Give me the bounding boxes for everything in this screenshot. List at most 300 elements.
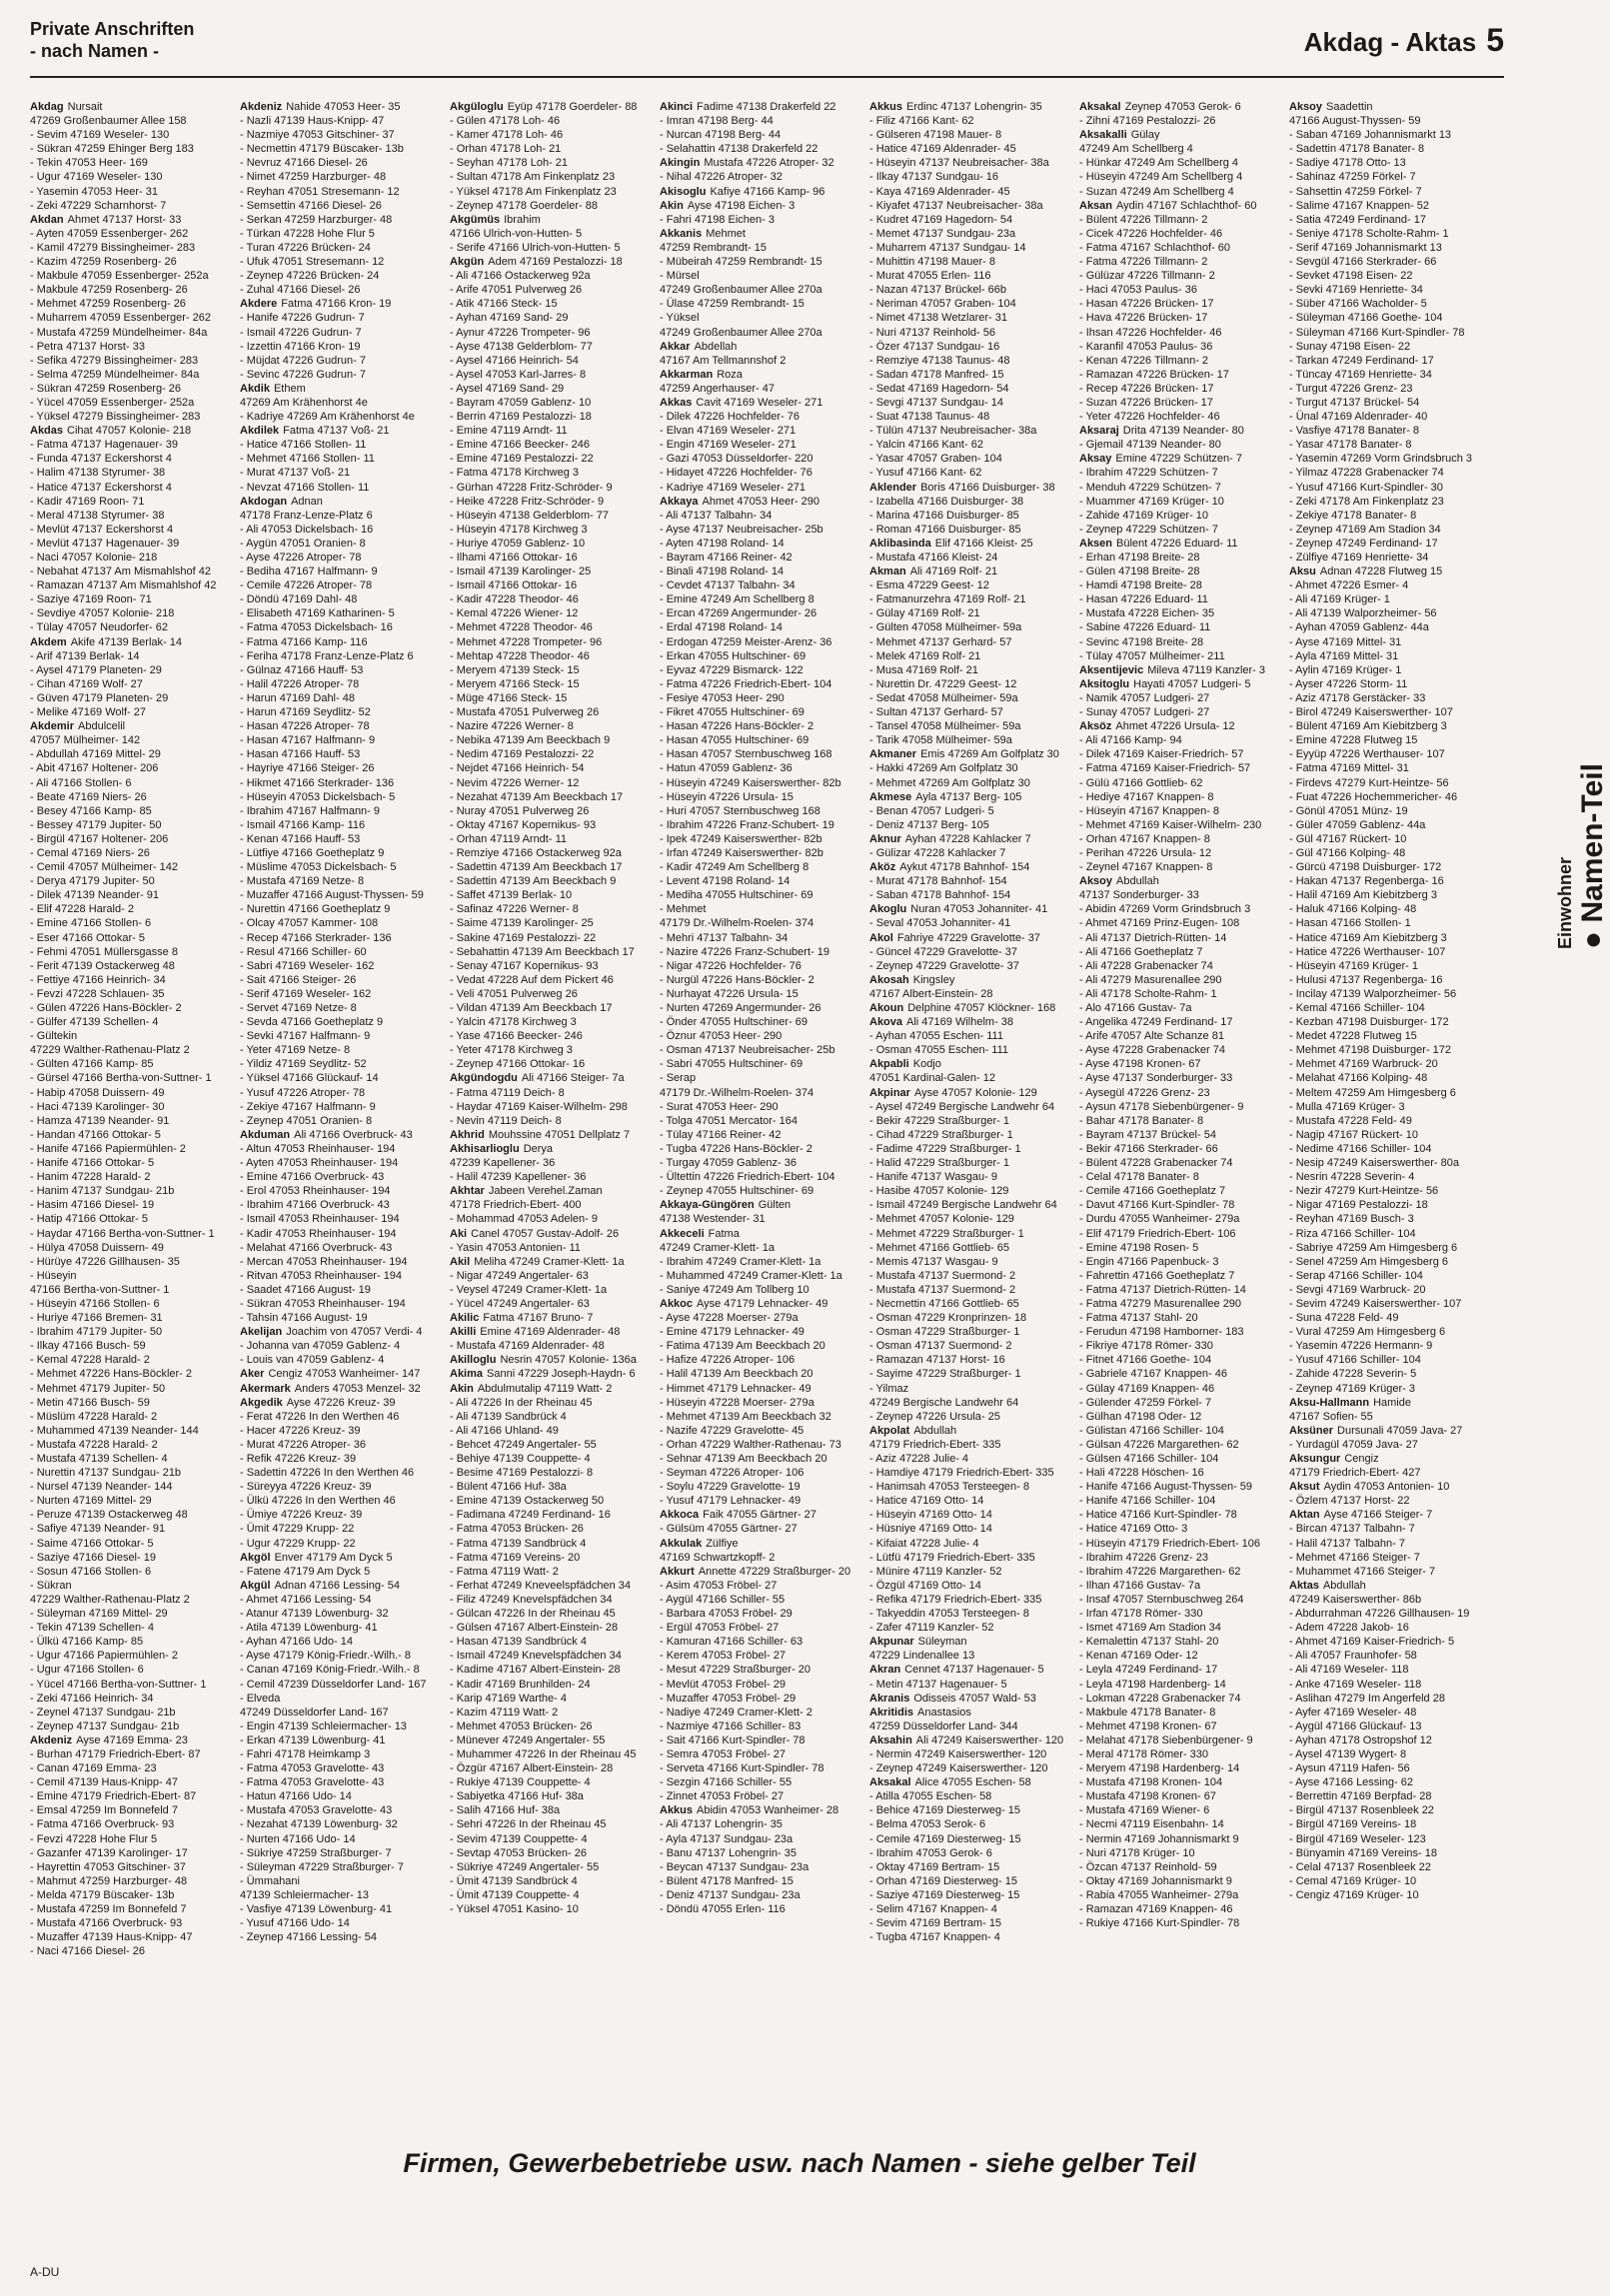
listing-entry: [1289, 804, 1489, 818]
listing-entry: [240, 1930, 440, 1944]
entry-text: - Mustafa 47198 Kronen- 67: [1079, 1790, 1216, 1803]
listing-entry: [1079, 227, 1279, 241]
entry-text: - Senay 47167 Kopernikus- 93: [450, 959, 599, 972]
surname: Aktan: [1289, 1509, 1320, 1522]
entry-text: - Cemile 47226 Atroper- 78: [240, 579, 373, 592]
entry-text: - Kamer 47178 Loh- 46: [450, 129, 564, 142]
listing-entry: [1289, 1832, 1489, 1846]
entry-text: Dursunali 47059 Java- 27: [1337, 1424, 1463, 1437]
entry-text: - Hanim 47137 Sundgau- 21b: [30, 1185, 175, 1198]
entry-text: - Hasan 47226 Hans-Böckler- 2: [660, 720, 814, 733]
listing-entry: [30, 916, 230, 930]
entry-text: - Fahri 47198 Eichen- 3: [660, 213, 775, 226]
entry-text: - Birgül 47169 Vereins- 18: [1289, 1818, 1417, 1831]
listing-entry: [240, 1775, 440, 1789]
entry-text: - Sevinc 47226 Gudrun- 7: [240, 368, 366, 381]
listing-entry: [1289, 860, 1489, 874]
listing-entry: [1289, 1621, 1489, 1635]
entry-text: - Nebika 47139 Am Beeckbach 9: [450, 734, 611, 747]
listing-entry: [30, 1255, 230, 1269]
listing-entry: [240, 1508, 440, 1522]
section-title-line2: - nach Namen -: [30, 41, 160, 61]
entry-text: - Hanife 47166 August-Thyssen- 59: [1079, 1481, 1253, 1494]
entry-text: - Sadan 47178 Manfred- 15: [869, 368, 1004, 381]
entry-text: - Abit 47167 Holtener- 206: [30, 762, 159, 775]
listing-entry: [240, 620, 440, 634]
listing-entry: [660, 1775, 859, 1789]
entry-text: 47229 Walther-Rathenau-Platz 2: [30, 1593, 190, 1606]
listing-entry: [1289, 1198, 1489, 1212]
entry-text: - Kezban 47198 Duisburger- 172: [1289, 1016, 1449, 1029]
entry-text: Emine 47169 Aldenrader- 48: [480, 1326, 621, 1339]
entry-text: - Sevgi 47169 Warbruck- 20: [1289, 1283, 1426, 1296]
listing-entry: [30, 1832, 230, 1846]
entry-text: - Erol 47053 Rheinhauser- 194: [240, 1185, 391, 1198]
entry-text: - Lokman 47228 Grabenacker 74: [1079, 1692, 1241, 1705]
listing-entry: [450, 1817, 650, 1831]
entry-text: - Sultan 47137 Gerhard- 57: [869, 706, 1003, 719]
listing-entry: [869, 846, 1069, 860]
listing-entry: [1289, 1311, 1489, 1325]
entry-text: - Hasan 47166 Stollen- 1: [1289, 917, 1411, 930]
entry-text: - Fatma 47226 Tillmann- 2: [1079, 256, 1208, 269]
listing-entry: [240, 733, 440, 747]
listing-entry: [660, 663, 859, 677]
entry-text: - Ayse 47228 Moerser- 279a: [660, 1312, 799, 1325]
entry-text: - Aygün 47051 Oranien- 8: [240, 537, 366, 550]
listing-entry: [1289, 1607, 1489, 1621]
listing-column: [1289, 100, 1489, 2128]
entry-text: - Belma 47053 Serok- 6: [869, 1818, 986, 1831]
entry-text: 47057 Mülheimer- 142: [30, 734, 141, 747]
listing-entry: [869, 1579, 1069, 1593]
listing-entry: [1079, 1747, 1279, 1761]
listing-entry: [30, 1775, 230, 1789]
entry-text: - Nebahat 47137 Am Mismahlshof 42: [30, 566, 211, 578]
entry-text: - Levent 47198 Roland- 14: [660, 875, 791, 888]
listing-entry: [450, 128, 650, 142]
entry-text: - Gülsen 47166 Schiller- 104: [1079, 1453, 1219, 1465]
entry-text: - Engin 47166 Papenbuck- 3: [1079, 1255, 1219, 1268]
entry-text: - Fehmi 47051 Müllersgasse 8: [30, 945, 178, 958]
listing-entry: [450, 1198, 650, 1212]
entry-text: - Bülent 47228 Grabenacker 74: [1079, 1157, 1233, 1170]
entry-text: - Nezahat 47139 Am Beeckbach 17: [450, 790, 624, 803]
listing-entry: [450, 1438, 650, 1452]
listing-entry: [660, 916, 859, 930]
entry-text: - Funda 47137 Eckershorst 4: [30, 453, 172, 466]
entry-text: - Nurten 47269 Angermunder- 26: [660, 1002, 821, 1014]
listing-entry: [240, 1692, 440, 1706]
listing-entry: [869, 1198, 1069, 1212]
listing-entry: [30, 959, 230, 973]
listing-entry: [450, 1297, 650, 1311]
listing-entry: [869, 874, 1069, 888]
listing-entry: [240, 1128, 440, 1142]
listing-entry: [30, 1537, 230, 1551]
listing-entry: [869, 1692, 1069, 1706]
entry-text: - Sosun 47166 Stollen- 6: [30, 1565, 152, 1578]
surname: Aköz: [869, 861, 896, 874]
listing-entry: [1079, 1775, 1279, 1789]
surname: Aksaraj: [1079, 425, 1119, 438]
listing-entry: [660, 1508, 859, 1522]
listing-entry: [1079, 1029, 1279, 1043]
entry-text: - Nermin 47249 Kaiserswerther- 120: [869, 1747, 1047, 1760]
entry-text: - Sadettin 47178 Banater- 8: [1289, 143, 1425, 156]
entry-text: - Zeynel 47137 Sundgau- 21b: [30, 1706, 176, 1719]
entry-text: - Muzaffer 47053 Fröbel- 29: [660, 1692, 797, 1705]
entry-text: - Karip 47169 Warthe- 4: [450, 1692, 567, 1705]
surname: Aksay: [1079, 453, 1112, 466]
listing-entry: [1289, 1297, 1489, 1311]
listing-entry: [450, 1269, 650, 1283]
listing-entry: [240, 170, 440, 184]
entry-text: - Mehmet 47169 Kaiser-Wilhelm- 230: [1079, 818, 1262, 831]
listing-entry: [30, 311, 230, 325]
listing-entry: [660, 804, 859, 818]
entry-text: Ali 47166 Overbruck- 43: [294, 1128, 413, 1141]
entry-text: - Hüseyin 47166 Stollen- 6: [30, 1297, 160, 1310]
listing-entry: [240, 705, 440, 719]
listing-entry: [869, 1846, 1069, 1860]
entry-text: Zeynep 47053 Gerok- 6: [1124, 101, 1241, 113]
surname: Akosah: [869, 973, 909, 986]
entry-text: - Mehmet 47229 Straßburger- 1: [869, 1227, 1024, 1240]
listing-entry: [869, 1803, 1069, 1817]
listing-entry: [869, 438, 1069, 452]
listing-entry: [1079, 1142, 1279, 1156]
listing-entry: [240, 959, 440, 973]
listing-entry: [1289, 1071, 1489, 1085]
listing-entry: [240, 1156, 440, 1170]
entry-text: - Türkan 47228 Hohe Flur 5: [240, 227, 375, 240]
listing-entry: [660, 227, 859, 241]
listing-entry: [240, 1255, 440, 1269]
listing-entry: [240, 818, 440, 832]
listing-entry: [1289, 959, 1489, 973]
listing-entry: [1289, 592, 1489, 606]
entry-text: - Hatice 47169 Otto- 14: [869, 1495, 984, 1508]
listing-entry: [240, 1846, 440, 1860]
entry-text: - Handan 47166 Ottokar- 5: [30, 1128, 161, 1141]
entry-text: - Hediye 47167 Knappen- 8: [1079, 790, 1214, 803]
surname: Aksüner: [1289, 1424, 1334, 1437]
entry-text: - Aysun 47178 Siebenbürgener- 9: [1079, 1100, 1244, 1113]
entry-text: - Leyla 47198 Hardenberg- 14: [1079, 1678, 1226, 1691]
listing-entry: [869, 1325, 1069, 1339]
entry-text: - Hanife 47166 Schiller- 104: [1079, 1495, 1216, 1508]
entry-text: - Remziye 47166 Ostackerweg 92a: [450, 846, 622, 859]
entry-text: - Lütfiye 47166 Goetheplatz 9: [240, 846, 385, 859]
listing-entry: [1079, 804, 1279, 818]
listing-entry: [1289, 269, 1489, 283]
entry-text: - Filiz 47249 Knevelspfädchen 34: [450, 1593, 613, 1606]
entry-text: - Emsal 47259 Im Bonnefeld 7: [30, 1804, 178, 1817]
listing-entry: [660, 987, 859, 1001]
entry-text: - Tarik 47058 Mülheimer- 59a: [869, 734, 1012, 747]
entry-text: - Deniz 47137 Berg- 105: [869, 818, 989, 831]
listing-entry: [240, 846, 440, 860]
entry-text: - Dilek 47226 Hochfelder- 76: [660, 411, 801, 424]
entry-text: - Sabine 47226 Eduard- 11: [1079, 621, 1211, 634]
listing-entry: [240, 1678, 440, 1692]
listing-entry: [30, 818, 230, 832]
listing-entry: [660, 973, 859, 987]
entry-text: - Nurcan 47198 Berg- 44: [660, 129, 782, 142]
listing-entry: [869, 1156, 1069, 1170]
entry-text: - Elif 47228 Harald- 2: [30, 903, 134, 916]
entry-text: - Emine 47179 Lehnacker- 49: [660, 1326, 805, 1339]
listing-entry: [869, 931, 1069, 945]
entry-text: Abdulcelil: [78, 720, 126, 733]
listing-entry: [869, 1678, 1069, 1692]
listing-entry: [450, 1720, 650, 1733]
listing-entry: [660, 1325, 859, 1339]
surname: Akhisarlioglu: [450, 1142, 520, 1155]
entry-text: - Peruze 47139 Ostackerweg 48: [30, 1509, 188, 1522]
listing-entry: [1079, 1480, 1279, 1494]
listing-entry: [1079, 368, 1279, 382]
surname: Akdere: [240, 298, 278, 311]
listing-entry: [869, 733, 1069, 747]
entry-text: - Emine 47249 Am Schellberg 8: [660, 593, 814, 606]
listing-entry: [1079, 185, 1279, 199]
entry-text: - Sabri 47055 Hultschiner- 69: [660, 1058, 804, 1071]
listing-entry: [869, 396, 1069, 410]
surname: Akran: [869, 1664, 901, 1677]
listing-entry: [450, 1071, 650, 1085]
listing-entry: [660, 832, 859, 846]
entry-text: Ibrahim: [504, 213, 541, 226]
entry-text: Abdellah: [694, 340, 738, 353]
listing-entry: [240, 1565, 440, 1579]
listing-entry: [869, 1635, 1069, 1649]
entry-text: - Haydar 47166 Bertha-von-Suttner- 1: [30, 1227, 215, 1240]
listing-entry: [869, 776, 1069, 790]
entry-text: - Nimet 47138 Wetzlarer- 31: [869, 312, 1007, 325]
listing-entry: [240, 156, 440, 170]
listing-entry: [30, 1029, 230, 1043]
entry-text: Joachim von 47057 Verdi- 4: [286, 1326, 423, 1339]
listing-entry: [30, 1283, 230, 1297]
surname: Aki: [450, 1227, 468, 1240]
listing-entry: [660, 1100, 859, 1114]
listing-entry: [1289, 354, 1489, 368]
listing-entry: [240, 916, 440, 930]
listing-entry: [1079, 1311, 1279, 1325]
listing-entry: [1289, 691, 1489, 705]
listing-entry: [869, 578, 1069, 592]
surname: Akmese: [869, 790, 912, 803]
listing-entry: [869, 1607, 1069, 1621]
entry-text: - Altun 47053 Rheinhauser- 194: [240, 1142, 396, 1155]
entry-text: - Yeter 47178 Kirchweg 3: [450, 1044, 573, 1057]
entry-text: - Tülün 47137 Neubreisacher- 38a: [869, 425, 1037, 438]
entry-text: - Kadriye 47169 Weseler- 271: [660, 481, 805, 494]
entry-text: - Zeki 47229 Scharnhorst- 7: [30, 199, 167, 212]
listing-entry: [450, 1100, 650, 1114]
listing-entry: [30, 874, 230, 888]
listing-entry: [660, 114, 859, 128]
entry-text: - Nurettin 47137 Sundgau- 21b: [30, 1467, 182, 1480]
listing-entry: [30, 170, 230, 184]
listing-entry: [660, 1071, 859, 1085]
entry-text: - Nevim 47226 Werner- 12: [450, 776, 580, 789]
entry-text: - Ali 47178 Scholte-Rahm- 1: [1079, 987, 1217, 1000]
listing-entry: [30, 114, 230, 128]
entry-text: - Gazi 47053 Düsseldorfer- 220: [660, 453, 813, 466]
listing-entry: [240, 1382, 440, 1396]
listing-entry: [30, 1001, 230, 1015]
listing-entry: [30, 466, 230, 480]
surname: Akdeniz: [240, 101, 283, 113]
listing-entry: [240, 1142, 440, 1156]
entry-text: Aydin 47167 Schlachthof- 60: [1116, 199, 1257, 212]
entry-text: - Tüncay 47169 Henriette- 34: [1289, 368, 1432, 381]
listing-entry: [869, 495, 1069, 509]
entry-text: - Zülfiye 47169 Henriette- 34: [1289, 552, 1429, 564]
entry-text: - Yusuf 47166 Kant- 62: [869, 467, 982, 480]
listing-entry: [30, 354, 230, 368]
listing-entry: [1079, 1269, 1279, 1283]
entry-text: - Erhan 47198 Breite- 28: [1079, 552, 1200, 564]
listing-entry: [30, 719, 230, 733]
listing-entry: [660, 100, 859, 114]
entry-text: - Beycan 47137 Sundgau- 23a: [660, 1860, 809, 1873]
entry-text: - Kenan 47166 Hauff- 53: [240, 832, 361, 845]
listing-entry: [660, 1241, 859, 1255]
listing-entry: [869, 452, 1069, 466]
listing-entry: [240, 185, 440, 199]
entry-text: - Fadime 47229 Straßburger- 1: [869, 1142, 1021, 1155]
entry-text: - Sükriye 47249 Angertaler- 55: [450, 1860, 600, 1873]
listing-entry: [30, 888, 230, 902]
listing-entry: [240, 1663, 440, 1677]
entry-text: - Elif 47179 Friedrich-Ebert- 106: [1079, 1227, 1236, 1240]
entry-text: - Izabella 47166 Duisburger- 38: [869, 495, 1024, 508]
entry-text: - Yüksel 47178 Am Finkenplatz 23: [450, 185, 617, 198]
listing-entry: [240, 283, 440, 297]
entry-text: Adnan 47228 Flutweg 15: [1319, 566, 1443, 578]
surname: Aksakalli: [1079, 129, 1127, 142]
entry-text: - Selma 47259 Mündelheimer- 84a: [30, 368, 200, 381]
entry-text: - Osman 47137 Suermond- 2: [869, 1340, 1012, 1353]
listing-entry: [1289, 523, 1489, 537]
listing-entry: [869, 1382, 1069, 1396]
listing-entry: [1079, 1227, 1279, 1241]
listing-entry: [1079, 255, 1279, 269]
listing-entry: [30, 523, 230, 537]
listing-entry: [240, 1733, 440, 1747]
entry-text: - Mustafa 47137 Suermond- 2: [869, 1269, 1016, 1282]
listing-entry: [240, 761, 440, 775]
listing-entry: [1079, 509, 1279, 523]
listing-entry: [30, 424, 230, 438]
listing-entry: [240, 776, 440, 790]
entry-text: - Sait 47166 Kurt-Spindler- 78: [660, 1733, 805, 1746]
surname: Akpunar: [869, 1636, 914, 1649]
entry-text: 47259 Rembrandt- 15: [660, 241, 768, 254]
entry-text: - Ayhan 47055 Eschen- 111: [869, 1030, 1003, 1043]
listing-entry: [869, 1789, 1069, 1803]
entry-text: - Sükriye 47259 Straßburger- 7: [240, 1846, 392, 1859]
listing-entry: [30, 1156, 230, 1170]
listing-entry: [660, 931, 859, 945]
entry-text: - Sadettin 47226 In den Werthen 46: [240, 1467, 415, 1480]
entry-text: - Dilek 47139 Neander- 91: [30, 889, 160, 902]
entry-text: 47179 Dr.-Wilhelm-Roelen- 374: [660, 917, 814, 930]
entry-text: - Zeynep 47166 Ottokar- 16: [450, 1058, 586, 1071]
entry-text: - Sükran 47259 Ehinger Berg 183: [30, 143, 194, 156]
entry-text: - Sevim 47169 Weseler- 130: [30, 129, 170, 142]
entry-text: - Bülent 47178 Manfred- 15: [660, 1874, 794, 1887]
listing-entry: [660, 311, 859, 325]
listing-entry: [30, 227, 230, 241]
surname: Akdem: [30, 635, 67, 648]
entry-text: - Münever 47249 Angertaler- 55: [450, 1733, 606, 1746]
surname: Aklibasinda: [869, 537, 931, 550]
entry-text: - Halil 47137 Talbahn- 7: [1289, 1537, 1405, 1550]
entry-text: - Oktay 47167 Kopernikus- 93: [450, 818, 597, 831]
entry-text: 47051 Kardinal-Galen- 12: [869, 1072, 995, 1085]
listing-entry: [1079, 635, 1279, 649]
listing-entry: [1079, 1508, 1279, 1522]
listing-entry: [1079, 677, 1279, 691]
entry-text: Ayse 47226 Kreuz- 39: [286, 1396, 396, 1409]
listing-entry: [240, 1832, 440, 1846]
entry-text: - Nesrin 47228 Severin- 4: [1289, 1171, 1415, 1184]
listing-entry: [240, 1410, 440, 1424]
listing-entry: [450, 592, 650, 606]
listing-entry: [1289, 1100, 1489, 1114]
listing-entry: [1079, 1086, 1279, 1100]
entry-text: - Esma 47229 Geest- 12: [869, 579, 989, 592]
entry-text: Anastasios: [917, 1706, 971, 1719]
entry-text: - Ayfer 47169 Weseler- 48: [1289, 1706, 1417, 1719]
entry-text: - Gülizar 47228 Kahlacker 7: [869, 846, 1006, 859]
entry-text: Boris 47166 Duisburger- 38: [920, 481, 1055, 494]
entry-text: - Sevda 47166 Goetheplatz 9: [240, 1016, 384, 1029]
entry-text: - Hüseyin 47228 Moerser- 279a: [660, 1396, 814, 1409]
entry-text: - Kazim 47259 Rosenberg- 26: [30, 256, 177, 269]
surname: Akman: [869, 566, 906, 578]
entry-text: - Serap: [660, 1072, 697, 1085]
surname: Akdogan: [240, 495, 288, 508]
entry-text: - Yusuf 47179 Lehnacker- 49: [660, 1495, 802, 1508]
listing-entry: [450, 382, 650, 396]
listing-entry: [1289, 1649, 1489, 1663]
listing-entry: [450, 1184, 650, 1198]
listing-entry: [1079, 874, 1279, 888]
listing-entry: [1079, 1817, 1279, 1831]
listing-entry: [450, 1156, 650, 1170]
surname: Akdan: [30, 213, 64, 226]
listing-entry: [660, 1438, 859, 1452]
listing-entry: [1079, 719, 1279, 733]
entry-text: 47137 Sonderburger- 33: [1079, 889, 1199, 902]
surname: Aknur: [869, 832, 901, 845]
entry-text: - Mahmut 47259 Harzburger- 48: [30, 1874, 188, 1887]
entry-text: - Döndü 47169 Dahl- 48: [240, 593, 358, 606]
entry-text: - Ayse 47226 Atroper- 78: [240, 552, 362, 564]
entry-text: - Ali 47053 Dickelsbach- 16: [240, 523, 374, 536]
listing-entry: [869, 297, 1069, 311]
entry-text: - Ayse 47137 Sonderburger- 33: [1079, 1072, 1233, 1085]
entry-text: - Ali 47166 Ostackerweg 92a: [450, 270, 591, 283]
entry-text: - Meryem 47166 Steck- 15: [450, 677, 580, 690]
listing-entry: [30, 1396, 230, 1410]
